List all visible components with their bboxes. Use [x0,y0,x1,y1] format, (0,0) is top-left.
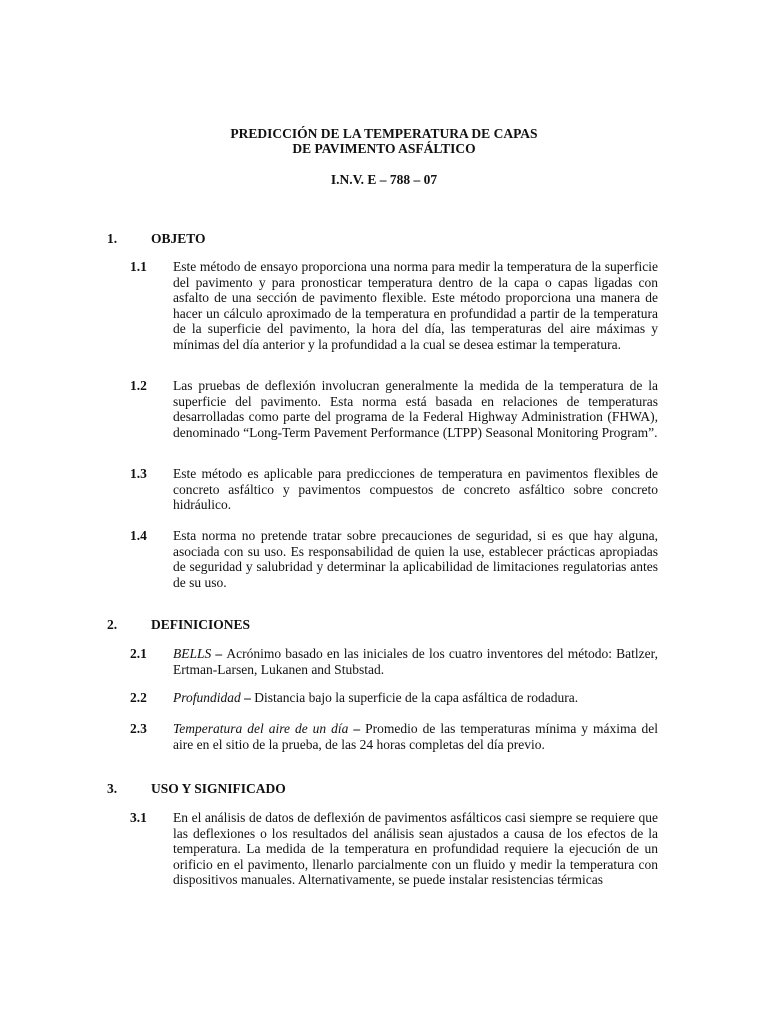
paragraph-text: Esta norma no pretende tratar sobre precauciones de seguridad, si es que hay alguna, asociada con su uso. Es responsabilidad de quien la use, establecer prácticas apropiadas de seguridad y salubridad y determinar la aplicabilidad de limitaciones regulatorias antes de su uso. [173,528,658,590]
definition-dash: – [348,721,366,736]
document-code: I.N.V. E – 788 – 07 [330,172,438,187]
definition-body: Acrónimo basado en las iniciales de los cuatro inventores del método: Batlzer, Ertman-Larsen, Lukanen and Stubstad. [173,646,658,677]
document-title-line-1: PREDICCIÓN DE LA TEMPERATURA DE CAPAS [230,126,538,141]
definition-number: 2.2 [130,690,147,705]
section-number: 3. [107,781,118,796]
paragraph [130,259,658,367]
section-title: DEFINICIONES [151,617,251,632]
definition [130,646,658,678]
definition [130,721,658,753]
definition-term: BELLS [173,646,212,661]
paragraph [130,378,658,456]
paragraph-number: 1.3 [130,466,147,481]
section-title: USO Y SIGNIFICADO [151,781,286,796]
document-title-line-2: DE PAVIMENTO ASFÁLTICO [292,141,476,156]
paragraph [130,528,658,590]
definition-body: Distancia bajo la superficie de la capa asfáltica de rodadura. [254,690,579,705]
paragraph-number: 1.2 [130,378,147,393]
definition-text [173,646,658,677]
definition-number: 2.3 [130,721,147,736]
paragraph [130,810,658,890]
paragraph-text: Las pruebas de deflexión involucran generalmente la medida de la temperatura de la superficie del pavimento. Esta norma está basada en relaciones de temperaturas desarrolladas como parte del programa de la Federal Highway Administration (FHWA), denominado “Long-Term Pavement Performance (LTPP) Seasonal Monitoring Program”. [173,378,658,440]
paragraph-number: 3.1 [130,810,147,825]
definition-term: Profundidad [173,690,241,705]
paragraph [130,466,658,514]
definition-text [173,721,658,752]
section-title: OBJETO [151,231,206,246]
paragraph-number: 1.1 [130,259,147,274]
definition-dash: – [240,690,255,705]
definition-dash: – [211,646,227,661]
definition-term: Temperatura del aire de un día [173,721,349,736]
paragraph-text: Este método es aplicable para predicciones de temperatura en pavimentos flexibles de concreto asfáltico y pavimentos compuestos de concreto asfáltico sobre concreto hidráulico. [173,466,658,512]
definition-text [173,690,658,706]
paragraph-text: Este método de ensayo proporciona una norma para medir la temperatura de la superficie del pavimento y para pronosticar temperatura dentro de la capa o capas ligadas con asfalto de una sección de pavimento flexible. Este método proporciona una manera de hacer un cálculo aproximado de la temperatura en profundidad a partir de la temperatura de la superficie del pavimento, la hora del día, las temperaturas del aire máximas y mínimas del día anterior y la profundidad a la cual se desea estimar la temperatura. [173,259,658,352]
definition-number: 2.1 [130,646,147,661]
section-number: 1. [107,231,118,246]
definition-body: Promedio de las temperaturas mínima y máxima del aire en el sitio de la prueba, de las 24 horas completas del día previo. [173,721,659,752]
section-number: 2. [107,617,118,632]
definition [130,690,658,706]
paragraph-number: 1.4 [130,528,147,543]
paragraph-text: En el análisis de datos de deflexión de pavimentos asfálticos casi siempre se requiere que las deflexiones o los resultados del análisis sean ajustados a causa de los efectos de la temperatura. La medida de la temperatura en profundidad requiere la ejecución de un orificio en el pavimento, llenarlo parcialmente con un fluido y medir la temperatura con dispositivos manuales. Alternativamente, se puede instalar resistencias térmicas [173,810,658,887]
